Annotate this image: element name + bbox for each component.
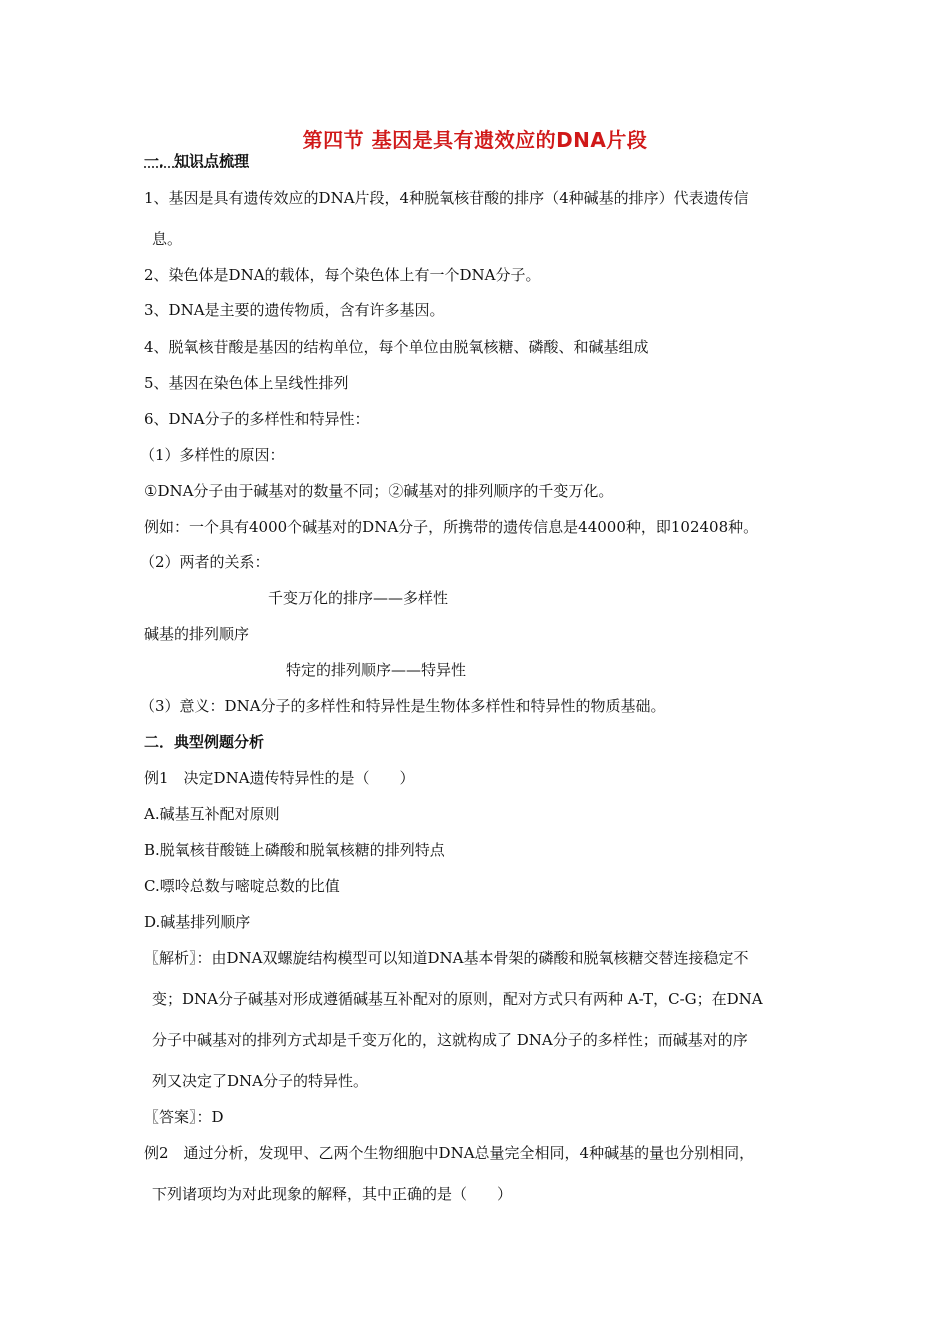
sub-point-2: （2）两者的关系： (140, 553, 270, 571)
relation-diversity: 千变万化的排序——多样性 (268, 589, 449, 607)
example-1-option-d: D.碱基排列顺序 (144, 913, 251, 931)
analysis-line-2: 变；DNA分子碱基对形成遵循碱基互补配对的原则，配对方式只有两种 A-T，C-G；在DNA (152, 990, 763, 1008)
section-heading-knowledge: 一．知识点梳理 (144, 152, 250, 170)
sub-point-3: （3）意义：DNA分子的多样性和特异性是生物体多样性和特异性的物质基础。 (140, 697, 666, 715)
point-5: 5、基因在染色体上呈线性排列 (144, 374, 349, 392)
point-2: 2、染色体是DNA的载体，每个染色体上有一个DNA分子。 (144, 266, 541, 284)
point-1-line-2: 息。 (152, 230, 183, 248)
relation-specificity: 特定的排列顺序——特异性 (286, 661, 467, 679)
point-6: 6、DNA分子的多样性和特异性： (144, 410, 370, 428)
point-3: 3、DNA是主要的遗传物质，含有许多基因。 (144, 301, 445, 319)
example-1-option-b: B.脱氧核苷酸链上磷酸和脱氧核糖的排列特点 (144, 841, 445, 859)
example-1-option-a: A.碱基互补配对原则 (144, 805, 280, 823)
example-2-line-2: 下列诸项均为对此现象的解释，其中正确的是（ ） (152, 1185, 513, 1203)
answer: 〖答案〗：D (144, 1108, 224, 1126)
relation-base-order: 碱基的排列顺序 (144, 625, 250, 643)
example-1-question: 例1 决定DNA遗传特异性的是（ ） (144, 769, 415, 787)
point-4: 4、脱氧核苷酸是基因的结构单位，每个单位由脱氧核糖、磷酸、和碱基组成 (144, 338, 649, 356)
diversity-reason: ①DNA分子由于碱基对的数量不同；②碱基对的排列顺序的千变万化。 (144, 482, 614, 500)
point-1-line-1: 1、基因是具有遗传效应的DNA片段，4种脱氧核苷酸的排序（4种碱基的排序）代表遗传信 (144, 189, 749, 207)
example-1-option-c: C.嘌呤总数与嘧啶总数的比值 (144, 877, 340, 895)
analysis-line-1: 〖解析〗：由DNA双螺旋结构模型可以知道DNA基本骨架的磷酸和脱氧核糖交替连接稳定不 (144, 949, 749, 967)
analysis-line-4: 列又决定了DNA分子的特异性。 (152, 1072, 368, 1090)
sub-point-1: （1）多样性的原因： (140, 446, 285, 464)
analysis-line-3: 分子中碱基对的排列方式却是千变万化的，这就构成了 DNA分子的多样性；而碱基对的序 (152, 1031, 748, 1049)
diversity-example: 例如：一个具有4000个碱基对的DNA分子，所携带的遗传信息是44000种，即102408种。 (144, 518, 759, 536)
example-2-line-1: 例2 通过分析，发现甲、乙两个生物细胞中DNA总量完全相同，4种碱基的量也分别相同， (144, 1144, 755, 1162)
section-heading-examples: 二．典型例题分析 (144, 733, 265, 751)
page-title: 第四节 基因是具有遗效应的DNA片段 (302, 128, 648, 152)
